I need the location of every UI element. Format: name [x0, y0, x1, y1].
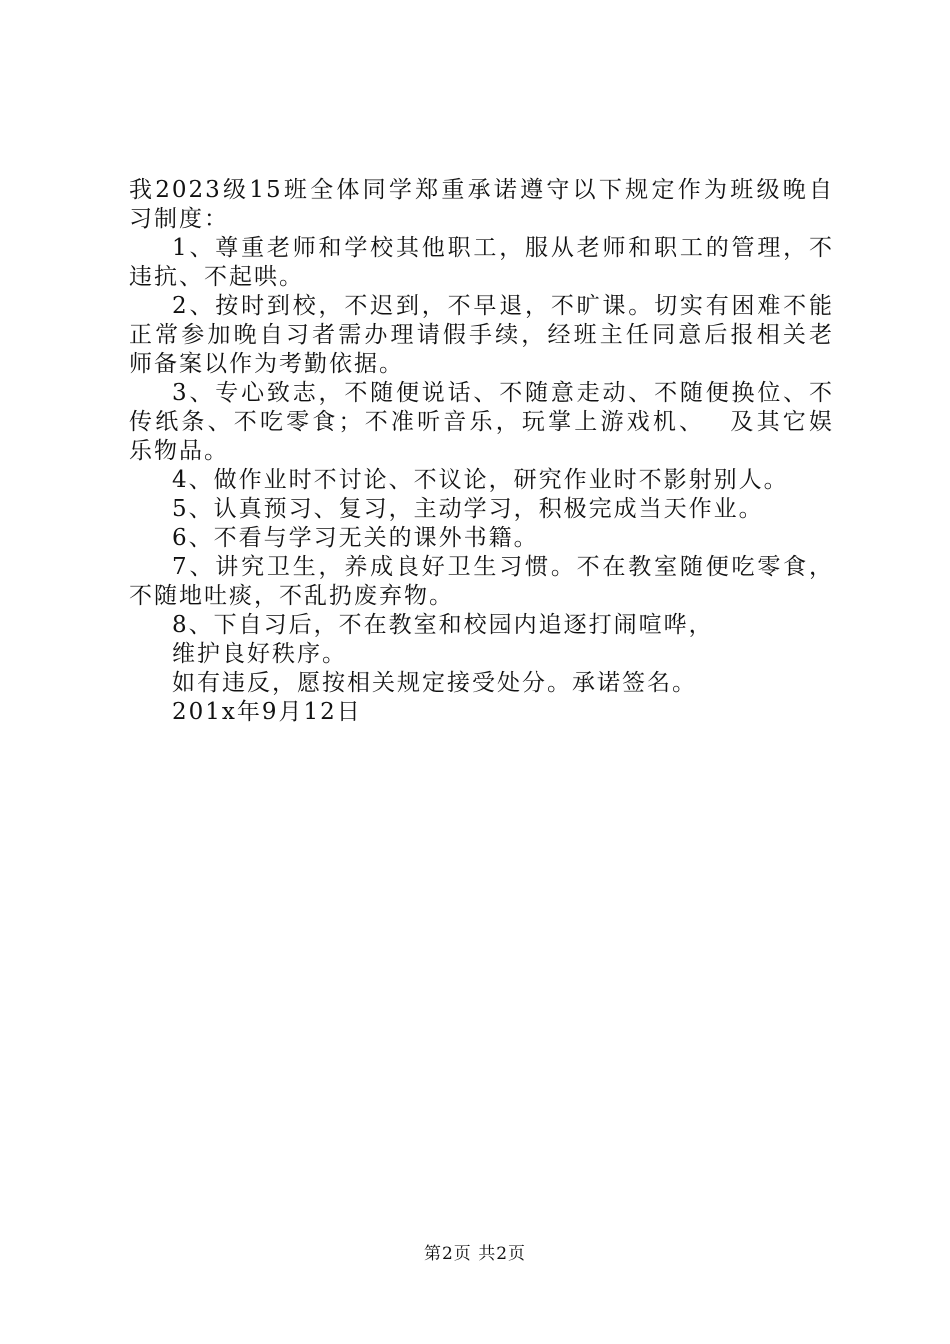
rule-3-line-3: 乐物品。: [129, 438, 229, 464]
rule-6-line: 6、不看与学习无关的课外书籍。: [172, 525, 539, 551]
document-date: 201x年9月12日: [172, 699, 362, 725]
pledge-statement: 如有违反，愿按相关规定接受处分。承诺签名。: [172, 670, 697, 696]
page-footer: 第2页 共2页: [423, 1244, 527, 1264]
intro-line-2: 习制度：: [129, 206, 229, 232]
rule-7-line-2: 不随地吐痰，不乱扔废弃物。: [129, 583, 454, 609]
rule-4-line: 4、做作业时不讨论、不议论，研究作业时不影射别人。: [172, 467, 789, 493]
intro-line-1: 我2023级15班全体同学郑重承诺遵守以下规定作为班级晚自: [129, 177, 834, 203]
rule-8-line-2: 维护良好秩序。: [172, 641, 347, 667]
rule-5-line: 5、认真预习、复习，主动学习，积极完成当天作业。: [172, 496, 764, 522]
rule-2-line-2: 正常参加晚自习者需办理请假手续，经班主任同意后报相关老: [129, 322, 834, 348]
rule-3-line-1: 3、专心致志，不随便说话、不随意走动、不随便换位、不: [172, 380, 834, 406]
rule-3-line-2: 传纸条、不吃零食；不准听音乐，玩掌上游戏机、 及其它娱: [129, 409, 834, 435]
rule-1-line-1: 1、尊重老师和学校其他职工，服从老师和职工的管理，不: [172, 235, 834, 261]
document-body: [129, 176, 834, 727]
rule-1-line-2: 违抗、不起哄。: [129, 264, 304, 290]
rule-2-line-1: 2、按时到校，不迟到，不早退，不旷课。切实有困难不能: [172, 293, 834, 319]
rule-2-line-3: 师备案以作为考勤依据。: [129, 351, 404, 377]
rule-8-line-1: 8、下自习后，不在教室和校园内追逐打闹喧哗，: [172, 612, 714, 638]
rule-7-line-1: 7、讲究卫生，养成良好卫生习惯。不在教室随便吃零食，: [172, 554, 834, 580]
